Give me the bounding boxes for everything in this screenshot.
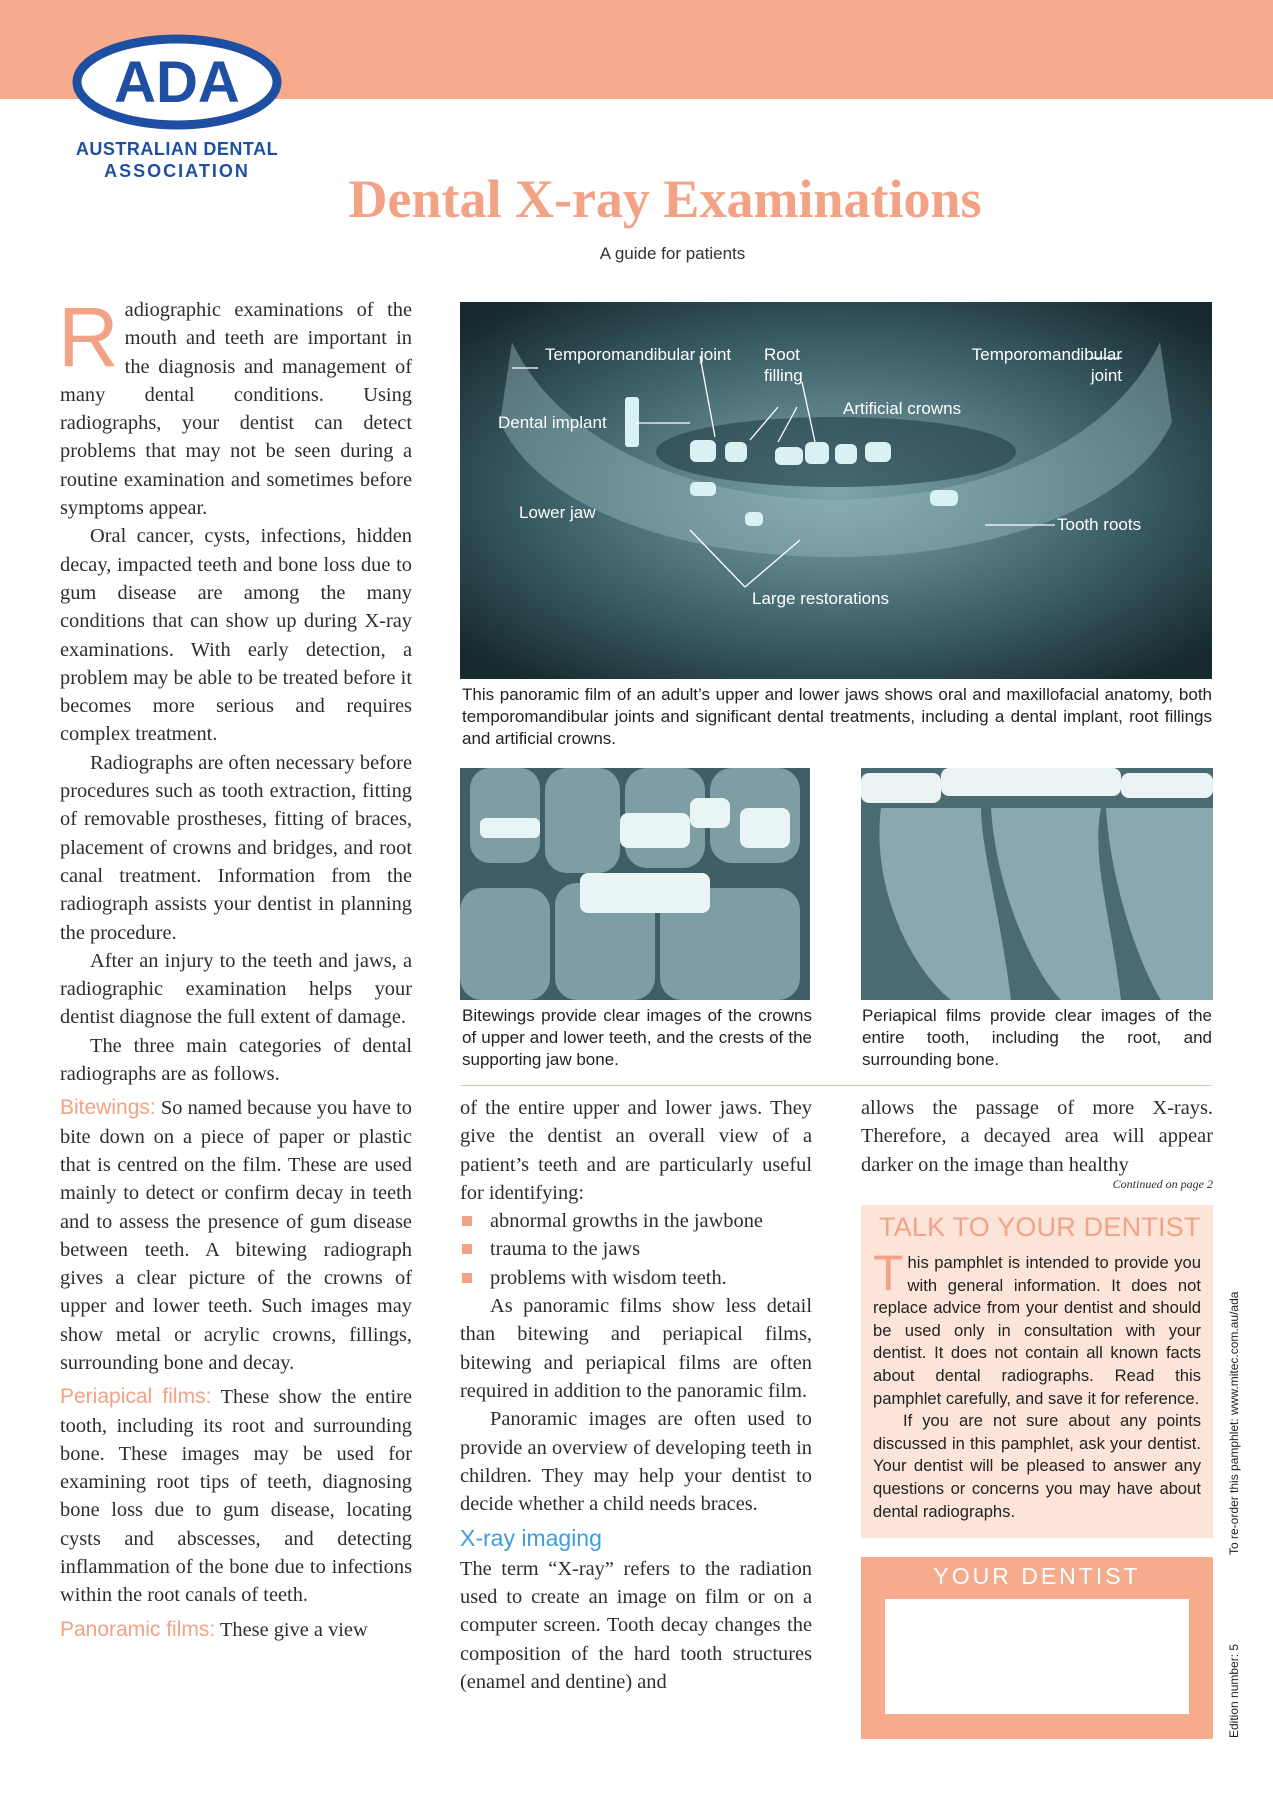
column-3 bbox=[861, 1094, 1213, 1191]
association-name bbox=[60, 138, 294, 182]
column-2 bbox=[460, 1094, 812, 1696]
panoramic-paragraph bbox=[60, 1616, 412, 1644]
paragraph-2: Oral cancer, cysts, infections, hidden decay, impacted teeth and bone loss due to gum disease are among the many conditions that can show up during X-ray examinations. With early detection, a problem may be able to be treated before it becomes more serious and requires complex treatment. bbox=[60, 525, 412, 746]
panoramic-text: These give a view bbox=[219, 1618, 368, 1641]
bullet-square-icon bbox=[462, 1273, 472, 1283]
periapical-heading: Periapical films: bbox=[60, 1385, 212, 1409]
xray-imaging-heading: X-ray imaging bbox=[460, 1525, 602, 1552]
talk-paragraph-2: If you are not sure about any points discussed in this pamphlet, ask your dentist. Your dentist will be pleased to answer any questions or concerns you may have about dental radiographs. bbox=[873, 1411, 1201, 1521]
label-tooth-roots: Tooth roots bbox=[1057, 515, 1142, 534]
list-item: abnormal growths in the jawbone bbox=[460, 1207, 812, 1235]
talk-text bbox=[873, 1245, 1201, 1523]
list-item: problems with wisdom teeth. bbox=[460, 1264, 812, 1292]
logo-text: ADA bbox=[114, 50, 240, 115]
bullet-list bbox=[460, 1207, 812, 1292]
association-line-2: ASSOCIATION bbox=[104, 161, 250, 181]
annotation-leader-lines bbox=[460, 302, 1212, 679]
your-dentist-label: YOUR DENTIST bbox=[933, 1563, 1141, 1589]
bitewing-xray-image bbox=[460, 768, 810, 1000]
bitewings-heading: Bitewings: bbox=[60, 1096, 156, 1120]
periapical-caption: Periapical films provide clear images of the entire tooth, including the root, and surrounding bone. bbox=[862, 1006, 1212, 1069]
column-1 bbox=[58, 290, 413, 1644]
section-divider bbox=[460, 1085, 1212, 1086]
page-subtitle: A guide for patients bbox=[599, 244, 746, 263]
paragraph-5: The three main categories of dental radiographs are as follows. bbox=[60, 1034, 412, 1086]
bullet-square-icon bbox=[462, 1216, 472, 1226]
paragraph-4: After an injury to the teeth and jaws, a radiographic examination helps your dentist diagnose the full extent of damage. bbox=[60, 949, 412, 1029]
periapical-xray-image bbox=[861, 768, 1213, 1000]
label-large-restorations: Large restorations bbox=[752, 589, 890, 608]
label-dental-implant: Dental implant bbox=[498, 413, 607, 432]
bitewing-caption: Bitewings provide clear images of the crowns of upper and lower teeth, and the crests of the supporting jaw bone. bbox=[462, 1006, 812, 1069]
association-line-1: AUSTRALIAN DENTAL bbox=[75, 139, 279, 159]
label-artificial-crowns: Artificial crowns bbox=[843, 399, 962, 418]
periapical-paragraph bbox=[60, 1383, 412, 1609]
paragraph-panoramic-detail: As panoramic films show less detail than bitewing and periapical films, bitewing and periapical films are often required in addition to the panoramic film. bbox=[460, 1295, 812, 1402]
ada-logo bbox=[72, 34, 282, 130]
panoramic-continued: of the entire upper and lower jaws. They give the dentist an overall view of a patient’s teeth and are particularly useful for identifying: bbox=[460, 1097, 812, 1204]
paragraph-3: Radiographs are often necessary before procedures such as tooth extraction, fitting of removable prostheses, fitting of braces, placement of crowns and bridges, and root canal treatment. Information from the radiograph assists your dentist in planning the procedure. bbox=[60, 751, 412, 944]
intro-paragraph bbox=[58, 290, 412, 522]
paragraph-panoramic-children: Panoramic images are often used to provide an overview of developing teeth in children. They may help your dentist to decide whether a child needs braces. bbox=[460, 1408, 812, 1516]
bitewings-text: So named because you have to bite down on a piece of paper or plastic that is centred on the film. These are used mainly to detect or confirm decay in teeth and to assess the presence of gum disease between teeth. A bitewing radiograph gives a clear picture of the crowns of upper and lower teeth. Such images may show metal or acrylic crowns, fillings, surrounding bone and decay. bbox=[60, 1097, 412, 1374]
label-tmj-left: Temporomandibular joint bbox=[545, 345, 732, 364]
intro-text: adiographic examinations of the mouth and teeth are important in the diagnosis and management of many dental conditions. Using radiographs, your dentist can detect problems that may not be seen during a routine examination and sometimes before symptoms appear. bbox=[60, 299, 412, 520]
your-dentist-box bbox=[861, 1557, 1213, 1739]
continued-note: Continued on page 2 bbox=[1112, 1176, 1213, 1191]
list-item: trauma to the jaws bbox=[460, 1235, 812, 1263]
xray-continued-text: allows the passage of more X-rays. Therefore, a decayed area will appear darker on the image than healthy bbox=[861, 1097, 1213, 1176]
edition-number: Edition number: 5 bbox=[1227, 1643, 1241, 1738]
bitewings-paragraph bbox=[60, 1094, 412, 1377]
talk-drop-cap: T bbox=[873, 1245, 904, 1301]
talk-heading: TALK TO YOUR DENTIST bbox=[879, 1212, 1201, 1242]
label-tmj-right: Temporomandibular joint bbox=[971, 345, 1122, 385]
talk-to-your-dentist-box bbox=[861, 1205, 1213, 1538]
page-title: Dental X-ray Examinations bbox=[348, 169, 982, 229]
periapical-text: These show the entire tooth, including its root and surrounding bone. These images may be used for examining root tips of teeth, diagnosing bone loss due to gum disease, locating cysts and abscesses, and detecting inflammation of the bone due to infections within the root canals of teeth. bbox=[60, 1386, 413, 1607]
reorder-note: To re-order this pamphlet: www.mitec.com.au/ada bbox=[1227, 1291, 1241, 1555]
panoramic-caption: This panoramic film of an adult’s upper and lower jaws shows oral and maxillofacial anatomy, both temporomandibular joints and significant dental treatments, including a dental implant, root fillings and artificial crowns. bbox=[462, 685, 1212, 748]
panoramic-heading: Panoramic films: bbox=[60, 1617, 216, 1641]
label-lower-jaw: Lower jaw bbox=[519, 503, 596, 522]
drop-cap: R bbox=[58, 290, 119, 384]
xray-imaging-text: The term “X-ray” refers to the radiation used to create an image on film or on a computer screen. Tooth decay changes the composition of the hard tooth structures (enamel and dentine) and bbox=[460, 1557, 812, 1693]
talk-paragraph-1: This pamphlet is intended to provide you with general information. It does not replace advice from your dentist and should be used only in consultation with your dentist. It does not contain all known facts about dental radiographs. Read this pamphlet carefully, and save it for reference. bbox=[873, 1245, 1201, 1408]
bullet-square-icon bbox=[462, 1244, 472, 1254]
dentist-stamp-area bbox=[885, 1599, 1189, 1714]
label-root-filling: Root filling bbox=[764, 345, 803, 385]
